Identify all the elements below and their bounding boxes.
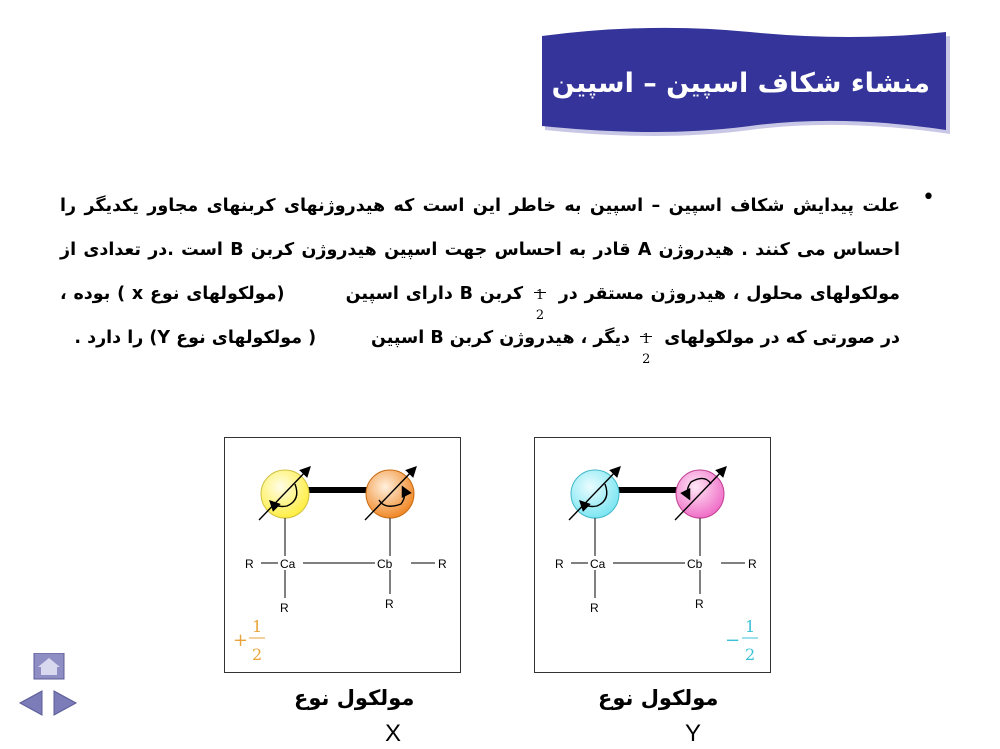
spin-denominator: 2 <box>745 645 756 664</box>
fraction-half-2 <box>639 326 655 367</box>
bullet: • <box>922 185 935 210</box>
paragraph-text-1: علت پیدایش شکاف اسپین – اسپین به خاطر این است که هیدروژنهای کربنهای مجاور یکدیگر را احساس می کنند . هیدروژن A قادر به احساس جهت اسپین هیدروژن کربن B است .در تعدادی از مولکولهای محلول ، هیدروژن مستقر در <box>60 196 901 304</box>
fraction-half-1 <box>533 282 549 323</box>
label-r: R <box>385 597 394 611</box>
spin-numerator: 1 <box>252 617 263 636</box>
fraction-numerator: 1 <box>535 288 545 303</box>
spin-denominator: 2 <box>252 645 263 664</box>
label-r: R <box>280 601 289 615</box>
label-cb: Cb <box>687 557 703 571</box>
fraction-denominator: 2 <box>535 308 545 323</box>
body-paragraph <box>60 184 901 367</box>
paragraph-text-2: کربن B دارای اسپین <box>345 284 524 304</box>
paragraph-text-5: ( مولکولهای نوع Y) را دارد . <box>74 328 317 348</box>
caption-letter-y: Y <box>685 720 702 747</box>
label-ca: Ca <box>590 557 606 571</box>
slide-title: منشاء شکاف اسپین – اسپین : <box>531 68 930 99</box>
home-icon[interactable] <box>34 653 64 679</box>
label-r: R <box>695 597 704 611</box>
spin-numerator: 1 <box>745 617 756 636</box>
caption-molecule-x: مولکول نوع <box>294 686 415 710</box>
spin-sign: − <box>725 630 741 651</box>
molecule-y-diagram <box>534 437 771 673</box>
fraction-denominator: 2 <box>642 352 651 367</box>
label-r: R <box>590 601 599 615</box>
paragraph-text-4: دیگر ، هیدروژن کربن B اسپین <box>370 328 631 348</box>
molecule-x-diagram <box>224 437 461 673</box>
caption-letter-x: X <box>385 720 402 747</box>
spin-sign: + <box>233 630 249 651</box>
label-ca: Ca <box>280 557 296 571</box>
paragraph-text-3: (مولکولهای نوع x ) بوده ، در صورتی که در مولکولهای <box>60 284 900 348</box>
label-r: R <box>438 557 447 571</box>
caption-molecule-y: مولکول نوع <box>598 686 719 710</box>
label-r: R <box>555 557 564 571</box>
slide-navigation <box>18 653 78 719</box>
previous-arrow-icon[interactable] <box>20 691 42 715</box>
label-cb: Cb <box>377 557 393 571</box>
next-arrow-icon[interactable] <box>54 691 76 715</box>
label-r: R <box>245 557 254 571</box>
label-r: R <box>748 557 757 571</box>
fraction-numerator: 1 <box>642 332 651 347</box>
